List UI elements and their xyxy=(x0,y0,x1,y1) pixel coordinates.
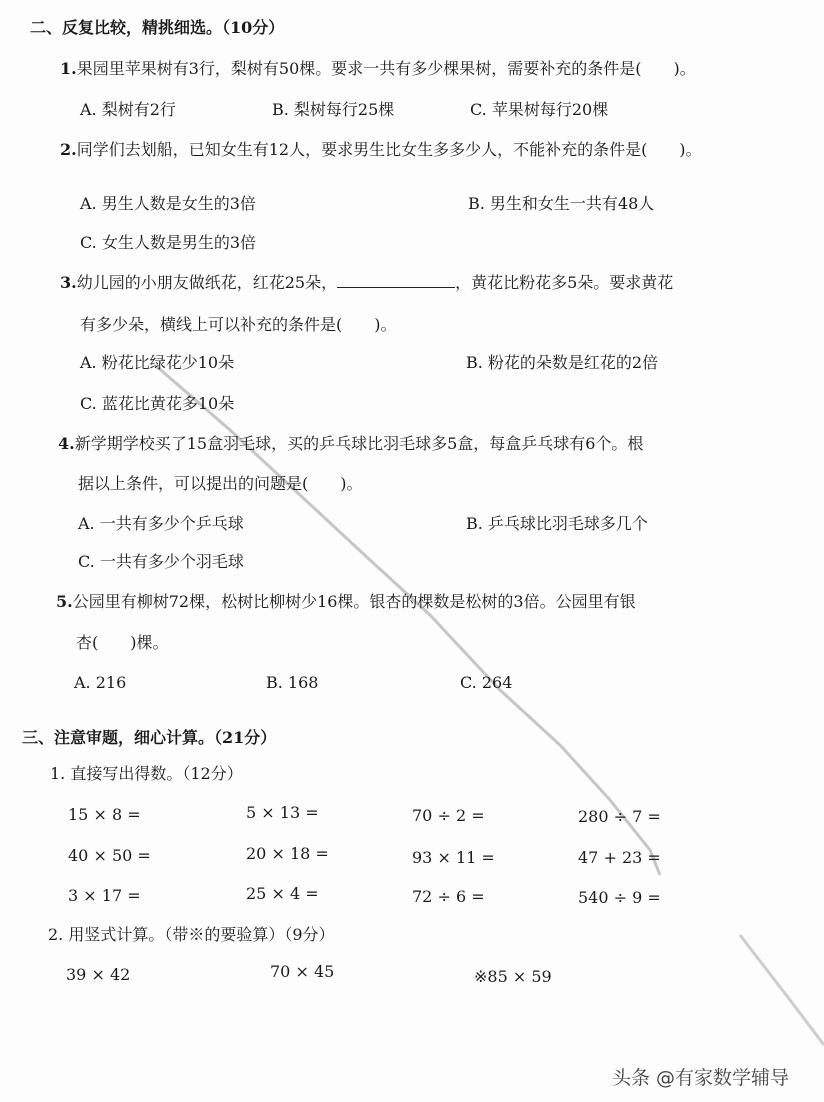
q1-option-a: A. 梨树有2行 xyxy=(80,100,176,119)
section2-heading: 二、反复比较，精挑细选。（10分） xyxy=(30,18,285,37)
vertical-calc-item: 39 × 42 xyxy=(66,965,131,984)
q1-option-b: B. 梨树每行25棵 xyxy=(272,100,395,119)
calc-item: 47 + 23 = xyxy=(578,848,661,867)
fill-in-blank-line xyxy=(337,273,455,288)
q2-option-b: B. 男生和女生一共有48人 xyxy=(468,194,655,213)
calc-item: 40 × 50 = xyxy=(68,846,151,865)
q3-option-c: C. 蓝花比黄花多10朵 xyxy=(80,394,235,413)
q5-option-c: C. 264 xyxy=(460,673,513,692)
q2-option-c: C. 女生人数是男生的3倍 xyxy=(80,233,257,252)
q2-option-a: A. 男生人数是女生的3倍 xyxy=(80,194,256,213)
calc-item: 70 ÷ 2 = xyxy=(412,806,485,825)
calc-item: 72 ÷ 6 = xyxy=(412,887,485,906)
vertical-calc-item: ※85 × 59 xyxy=(474,967,552,986)
q5-option-a: A. 216 xyxy=(74,673,127,692)
calc-item: 15 × 8 = xyxy=(68,805,141,824)
q5-option-b: B. 168 xyxy=(266,673,319,692)
section3-heading: 三、注意审题，细心计算。（21分） xyxy=(22,728,277,747)
question-1: 1.果园里苹果树有3行，梨树有50棵。要求一共有多少棵果树，需要补充的条件是( )。 xyxy=(60,59,696,78)
question-5-line2: 杏( )棵。 xyxy=(76,633,169,652)
question-4: 4.新学期学校买了15盒羽毛球，买的乒乓球比羽毛球多5盒，每盒乒乓球有6个。根 xyxy=(58,434,644,453)
question-4-line2: 据以上条件，可以提出的问题是( )。 xyxy=(78,474,363,493)
q1-option-c: C. 苹果树每行20棵 xyxy=(470,100,609,119)
q4-option-c: C. 一共有多少个羽毛球 xyxy=(78,552,244,571)
calc-item: 540 ÷ 9 = xyxy=(578,888,661,907)
calc-item: 3 × 17 = xyxy=(68,886,141,905)
calc-item: 20 × 18 = xyxy=(246,844,329,863)
calc-item: 280 ÷ 7 = xyxy=(578,807,661,826)
q4-option-b: B. 乒乓球比羽毛球多几个 xyxy=(466,514,648,533)
question-5: 5.公园里有柳树72棵，松树比柳树少16棵。银杏的棵数是松树的3倍。公园里有银 xyxy=(56,592,636,611)
part1-title: 1. 直接写出得数。（12分） xyxy=(50,764,243,783)
calc-item: 93 × 11 = xyxy=(412,848,495,867)
vertical-calc-item: 70 × 45 xyxy=(270,962,335,981)
question-2: 2.同学们去划船，已知女生有12人，要求男生比女生多多少人，不能补充的条件是( )。 xyxy=(60,140,702,159)
calc-item: 25 × 4 = xyxy=(246,884,319,903)
q3-option-b: B. 粉花的朵数是红花的2倍 xyxy=(466,353,659,372)
part2-title: 2. 用竖式计算。（带※的要验算）（9分） xyxy=(48,925,335,944)
watermark: 头条 @有家数学辅导 xyxy=(612,1067,790,1089)
calc-item: 5 × 13 = xyxy=(246,803,319,822)
question-3-line2: 有多少朵，横线上可以补充的条件是( )。 xyxy=(80,315,397,334)
q3-option-a: A. 粉花比绿花少10朵 xyxy=(80,353,235,372)
question-3: 3.幼儿园的小朋友做纸花，红花25朵， ，黄花比粉花多5朵。要求黄花 xyxy=(60,273,674,292)
q4-option-a: A. 一共有多少个乒乓球 xyxy=(78,514,244,533)
